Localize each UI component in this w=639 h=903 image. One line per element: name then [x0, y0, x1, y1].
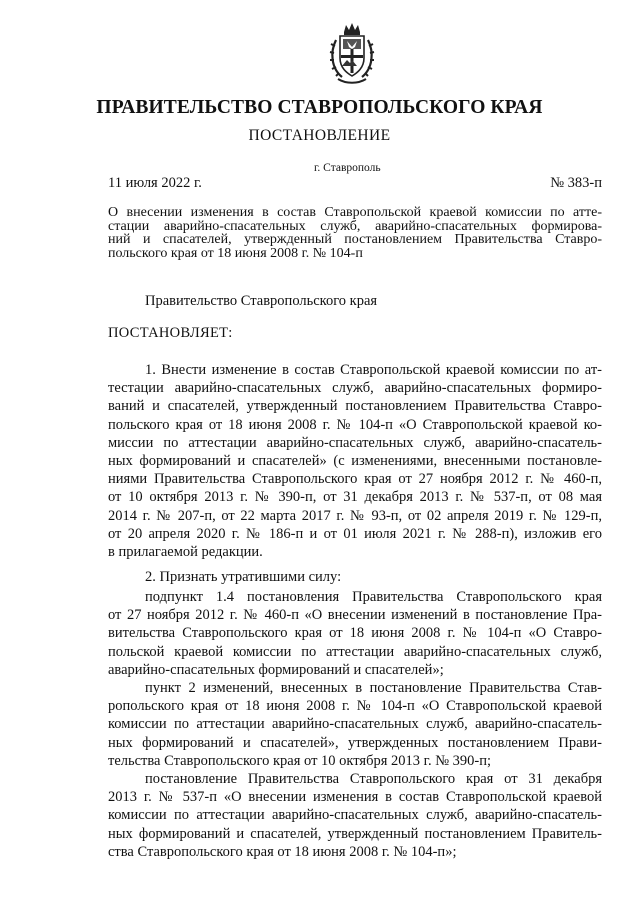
document-number: № 383-п — [550, 175, 602, 191]
document-subject — [108, 206, 602, 260]
paragraph-2-heading: 2. Признать утратившими силу: — [145, 569, 342, 585]
subject-line: стации аварийно-спасательных служб, аварийно-спасательных формирова- — [108, 218, 602, 234]
paragraph-1-line: от 20 апреля 2020 г. № 186-п и от 01 июля 2021 г. № 288-п), изложив его — [108, 525, 602, 542]
repealed-item-1 — [108, 588, 602, 679]
document-type: ПОСТАНОВЛЕНИЕ — [248, 127, 391, 144]
paragraph-1-line: 2014 г. № 207-п, от 22 марта 2017 г. № 93-п, от 02 апреля 2019 г. № 129-п, — [108, 507, 602, 524]
decree-word: ПОСТАНОВЛЯЕТ: — [108, 325, 233, 341]
paragraph-1-line: от 10 октября 2013 г. № 390-п, от 31 декабря 2013 г. № 537-п, от 08 мая — [108, 489, 602, 506]
paragraph-1-line: 1. Внести изменение в состав Ставропольской краевой комиссии по ат- — [145, 362, 602, 378]
item-line: ных формирований и спасателей», утвержденных постановлением Прави- — [108, 734, 602, 751]
item-line: от 27 ноября 2012 г. № 460-п «О внесении изменений в постановление Пра- — [108, 607, 602, 624]
paragraph-1-line: польского края от 18 июня 2008 г. № 104-п «О Ставропольской краевой ко- — [108, 416, 602, 433]
item-line: подпункт 1.4 постановления Правительства Ставропольского края — [145, 589, 602, 605]
item-line: ропольского края от 18 июня 2008 г. № 104-п «О Ставропольской краевой — [108, 698, 602, 715]
coat-of-arms-icon — [326, 22, 378, 84]
paragraph-1-line: ных формирований и спасателей» (с изменениями, внесенными постановле- — [108, 453, 602, 470]
subject-line: О внесении изменения в состав Ставропольской краевой комиссии по атте- — [108, 205, 602, 220]
item-line: тельства Ставропольского края от 10 октября 2013 г. № 390-п; — [108, 752, 492, 769]
paragraph-1-line: в прилагаемой редакции. — [108, 544, 263, 561]
preamble: Правительство Ставропольского края — [145, 293, 378, 309]
item-line: комиссии по аттестации аварийно-спасательных служб, аварийно-спасатель- — [108, 807, 602, 824]
paragraph-1-line: миссии по аттестации аварийно-спасательных служб, аварийно-спасатель- — [108, 434, 602, 451]
item-line: постановление Правительства Ставропольского края от 31 декабря — [145, 771, 602, 787]
organization-title: ПРАВИТЕЛЬСТВО СТАВРОПОЛЬСКОГО КРАЯ — [96, 97, 543, 118]
item-line: комиссии по аттестации аварийно-спасательных служб, аварийно-спасатель- — [108, 716, 602, 733]
paragraph-1-line: тестации аварийно-спасательных служб, аварийно-спасательных формиро- — [108, 380, 602, 397]
item-line: вительства Ставропольского края от 18 июня 2008 г. № 104-п «О Ставро- — [108, 625, 602, 642]
paragraph-1-line: ваний и спасателей, утвержденный постановлением Правительства Ставро- — [108, 398, 602, 415]
subject-line: ний и спасателей, утвержденный постановлением Правительства Ставро- — [108, 232, 602, 248]
repealed-item-3 — [108, 770, 602, 861]
paragraph-1-line: ниями Правительства Ставропольского края от 27 ноября 2012 г. № 460-п, — [108, 471, 602, 488]
repealed-item-2 — [108, 679, 602, 770]
city: г. Ставрополь — [314, 162, 381, 174]
paragraph-1 — [108, 361, 602, 561]
item-line: пункт 2 изменений, внесенных в постановление Правительства Став- — [145, 680, 602, 696]
item-line: польской краевой комиссии по аттестации аварийно-спасательных служб, — [108, 643, 602, 660]
document-date: 11 июля 2022 г. — [108, 175, 202, 191]
subject-line: польского края от 18 июня 2008 г. № 104-п — [108, 245, 363, 261]
item-line: ных формирований и спасателей, утвержденный постановлением Правитель- — [108, 825, 602, 842]
item-line: 2013 г. № 537-п «О внесении изменения в состав Ставропольской краевой — [108, 789, 602, 806]
item-line: ства Ставропольского края от 18 июня 2008 г. № 104-п»; — [108, 843, 457, 860]
item-line: аварийно-спасательных формирований и спасателей»; — [108, 661, 444, 678]
